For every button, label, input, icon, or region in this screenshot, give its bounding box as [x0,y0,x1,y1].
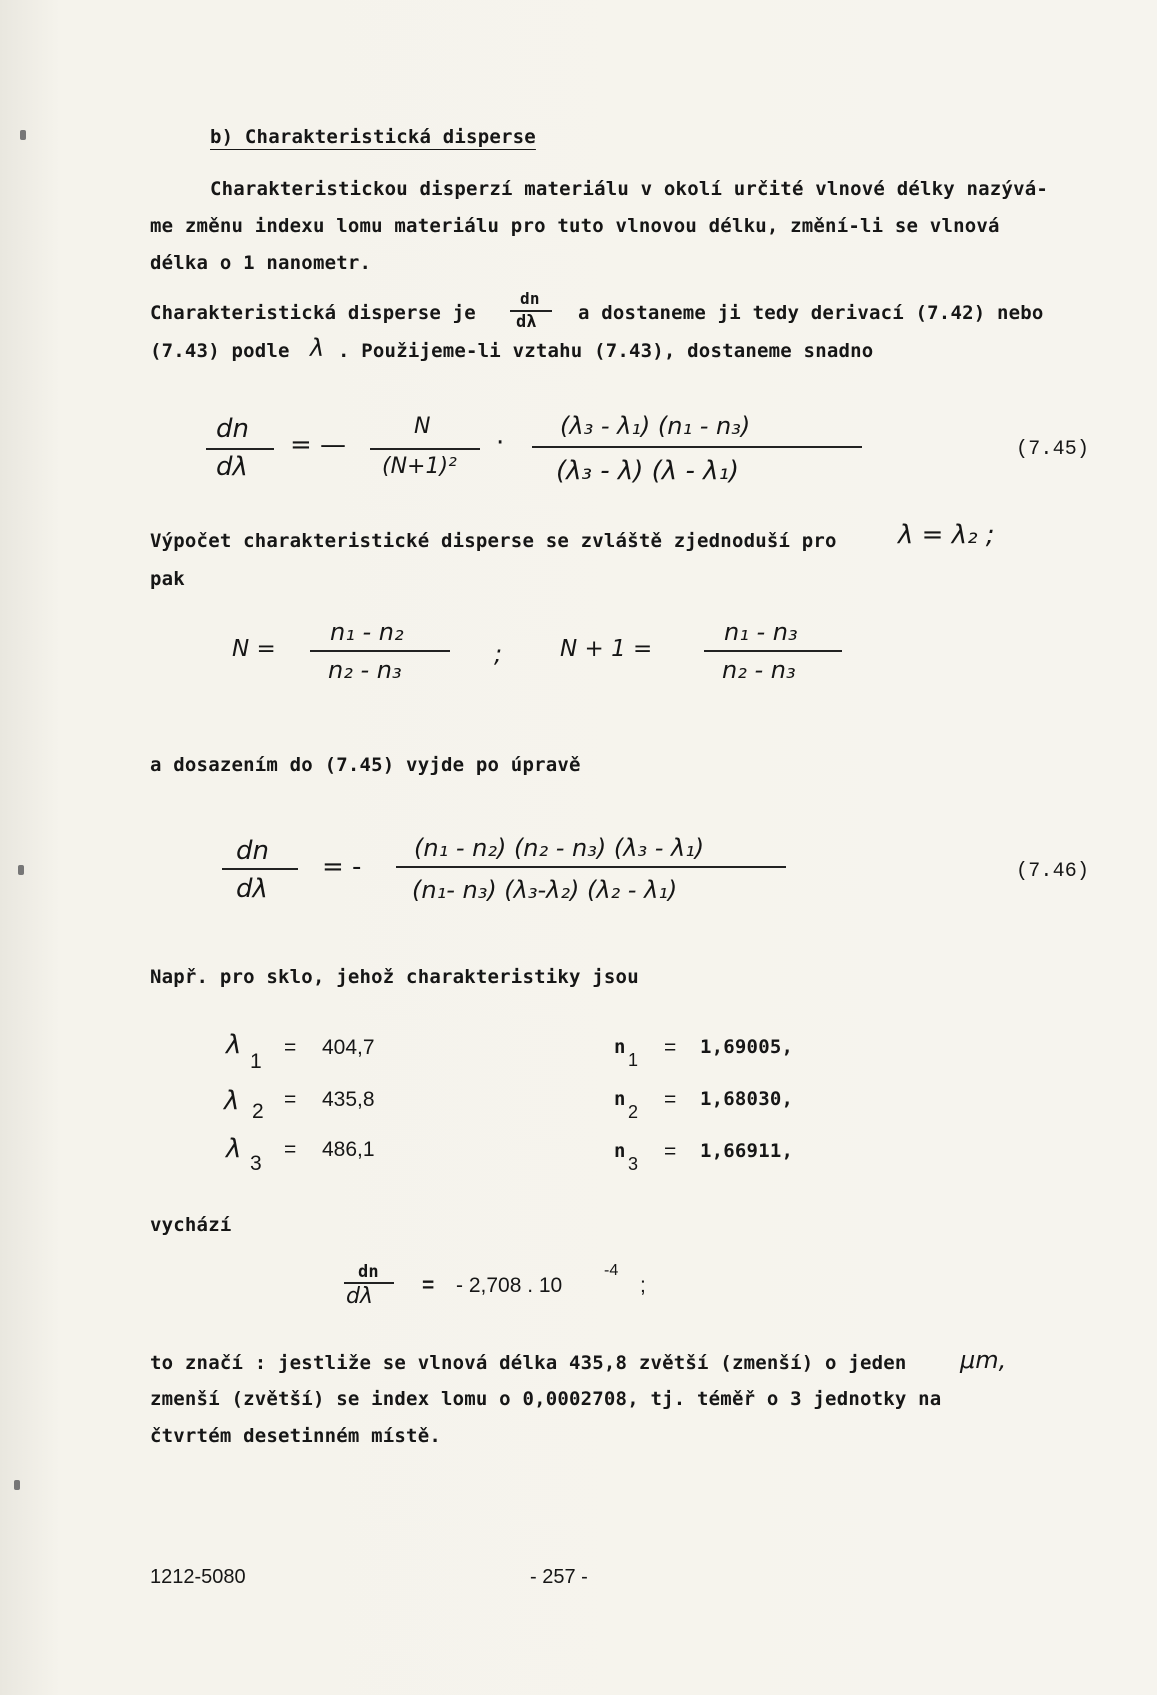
eqn-f2-bar [704,650,842,652]
eq746-lhs-denominator: dλ [236,874,268,904]
section-heading [210,126,536,148]
n-symbol: n [614,1036,626,1058]
eq745-lhs-denominator: dλ [216,452,248,482]
eqn-f2-denominator: n₂ - n₃ [722,656,796,684]
lambda-value: 404,7 [322,1036,375,1059]
lambda-equals: = [284,1036,297,1059]
eq746-equals: = - [322,852,362,882]
paragraph-2-line-1a: Charakteristická disperse je [150,302,476,324]
section-heading-text: b) Charakteristická disperse [210,126,536,148]
lambda-symbol: λ [224,1086,240,1116]
lambda-equals: = [284,1088,297,1111]
n-equals: = [664,1088,677,1111]
n-value: 1,68030, [700,1088,794,1110]
n-subscript: 3 [628,1154,639,1174]
eq745-equals: = — [290,430,347,460]
paragraph-6: vychází [150,1214,232,1236]
eqn-lhs-1: N = [232,636,276,662]
footer-code: 1212-5080 [150,1566,246,1588]
n-subscript: 1 [628,1050,639,1070]
paragraph-1-line-3: délka o 1 nanometr. [150,252,372,274]
eqn-f1-denominator: n₂ - n₃ [328,656,402,684]
n-subscript: 2 [628,1102,639,1122]
punch-hole-mark [18,865,24,875]
result-exponent: -4 [604,1262,619,1279]
eqn-f1-bar [310,650,450,652]
eq745-f2-bar [532,446,862,448]
paragraph-2-line-1b: a dostaneme ji tedy derivací (7.42) nebo [578,302,1044,324]
lambda-value: 486,1 [322,1138,375,1161]
paragraph-5: Např. pro sklo, jehož charakteristiky jsou [150,966,639,988]
paragraph-2-line-2a: (7.43) podle [150,340,290,362]
lambda-subscript: 2 [252,1100,264,1123]
punch-hole-mark [14,1480,20,1490]
paragraph-1-line-1: Charakteristickou disperzí materiálu v okolí určité vlnové délky nazývá- [210,178,1049,200]
lambda-subscript: 3 [250,1152,262,1175]
eqn-f2-numerator: n₁ - n₃ [724,618,798,646]
lambda-equals: = [284,1138,297,1161]
eq745-dot: · [496,428,505,458]
result-equals: = [422,1274,435,1297]
lambda-symbol: λ [226,1134,242,1164]
paragraph-1-line-2: me změnu indexu lomu materiálu pro tuto vlnovou délku, změní-li se vlnová [150,215,1000,237]
handwritten-micrometer: μm, [960,1346,1007,1374]
paragraph-3-line-1: Výpočet charakteristické disperse se zvláště zjednoduší pro [150,530,837,552]
paragraph-7-line-2: zmenší (zvětší) se index lomu o 0,0002708, tj. téměř o 3 jednotky na [150,1388,942,1410]
eq745-f1-numerator: N [414,414,431,439]
eqn-lhs-2: N + 1 = [560,636,653,662]
eqn-f1-numerator: n₁ - n₂ [330,618,404,646]
lambda-symbol: λ [226,1030,242,1060]
eq746-denominator: (n₁- n₃) (λ₃-λ₂) (λ₂ - λ₁) [412,876,678,904]
eq745-f1-denominator: (N+1)² [382,454,457,479]
eqn-separator: ; [494,640,503,668]
n-value: 1,66911, [700,1140,794,1162]
paragraph-4: a dosazením do (7.45) vyjde po úpravě [150,754,581,776]
paragraph-2-line-2b: . Použijeme-li vztahu (7.43), dostaneme snadno [338,340,874,362]
eq746-lhs-numerator: dn [236,836,269,866]
eq745-lhs-bar [206,448,274,450]
lambda-value: 435,8 [322,1088,375,1111]
eq745-f1-bar [370,448,480,450]
paragraph-3-line-2: pak [150,568,185,590]
lambda-subscript: 1 [250,1050,262,1073]
eq746-lhs-bar [222,868,298,870]
n-symbol: n [614,1140,626,1162]
eq745-label: (7.45) [1016,438,1090,461]
handwritten-lambda: λ [310,334,325,362]
paragraph-3-condition: λ = λ₂ ; [898,520,995,550]
eq746-numerator: (n₁ - n₂) (n₂ - n₃) (λ₃ - λ₁) [414,834,705,862]
result-end: ; [640,1274,646,1297]
inline-fraction-denominator: dλ [516,312,537,332]
eq745-f2-denominator: (λ₃ - λ) (λ - λ₁) [556,456,740,486]
eq745-f2-numerator: (λ₃ - λ₁) (n₁ - n₃) [560,412,751,440]
n-symbol: n [614,1088,626,1110]
page-number: - 257 - [530,1566,588,1588]
eq746-bar [396,866,786,868]
paragraph-7-line-3: čtvrtém desetinném místě. [150,1425,441,1447]
result-value: - 2,708 . 10 [456,1274,563,1297]
eq745-lhs-numerator: dn [216,414,249,444]
inline-fraction-numerator: dn [520,289,540,308]
result-denominator: dλ [346,1284,373,1309]
result-numerator: dn [358,1262,379,1282]
n-value: 1,69005, [700,1036,794,1058]
n-equals: = [664,1140,677,1163]
eq746-label: (7.46) [1016,860,1090,883]
paragraph-7-line-1: to značí : jestliže se vlnová délka 435,8 zvětší (zmenší) o jeden [150,1352,907,1374]
n-equals: = [664,1036,677,1059]
punch-hole-mark [20,130,26,140]
